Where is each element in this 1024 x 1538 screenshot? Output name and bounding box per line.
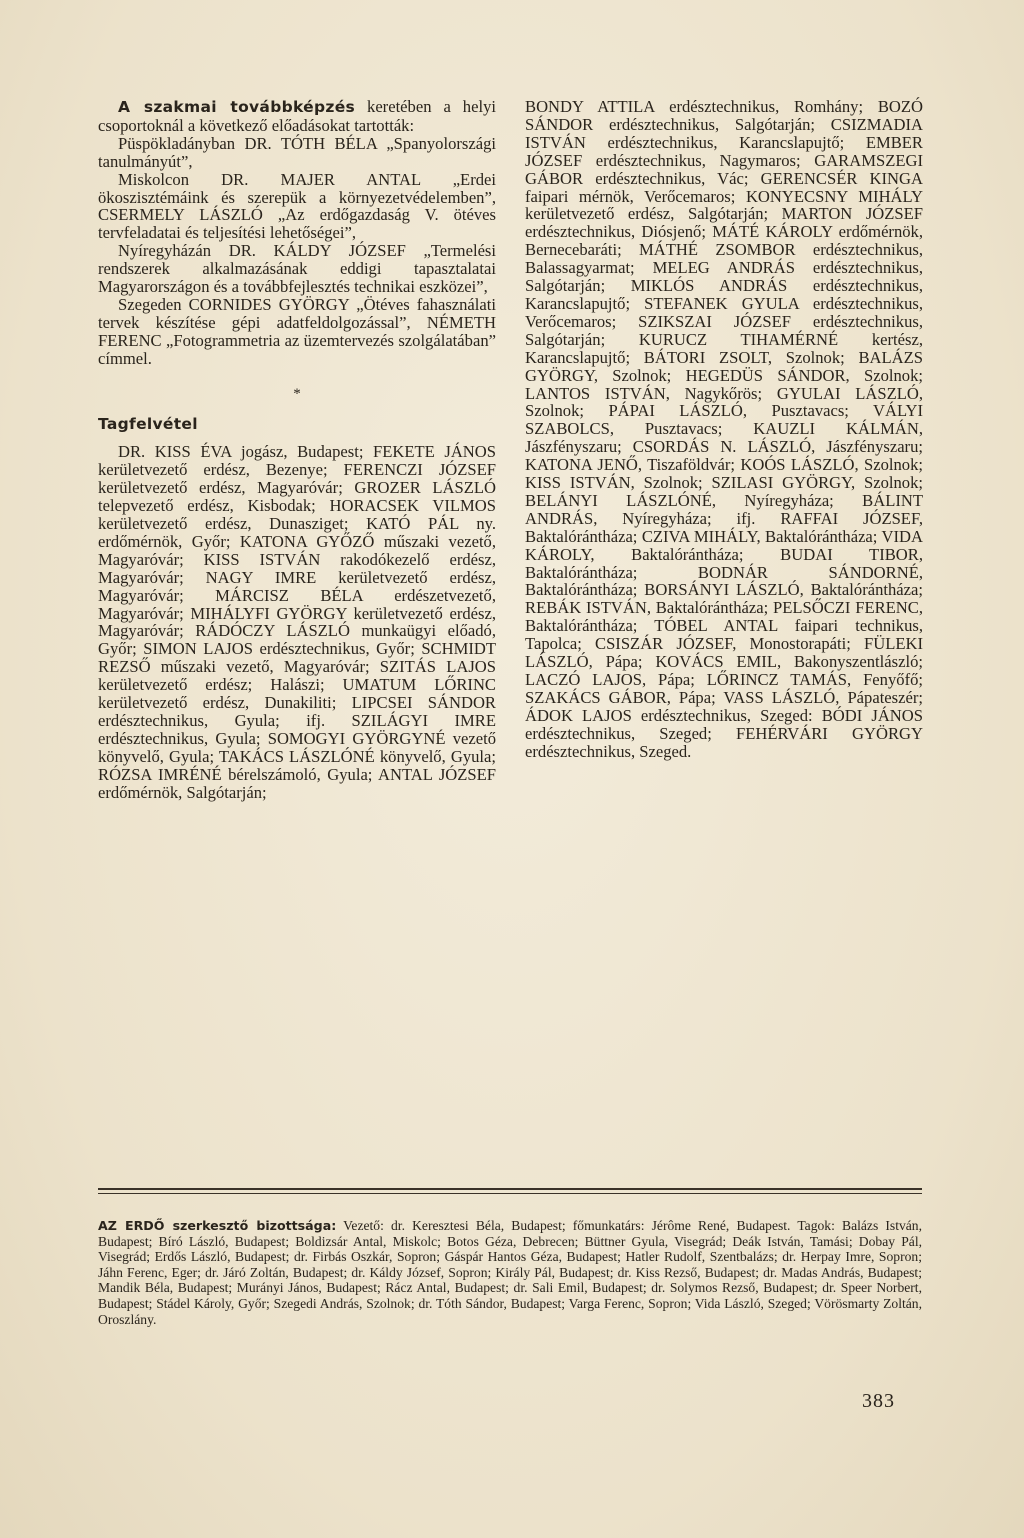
left-column xyxy=(98,98,496,802)
footer-rule xyxy=(98,1188,922,1190)
lecture-paragraph: Püspökladányban DR. TÓTH BÉLA „Spanyolországi tanulmányút”, xyxy=(98,133,496,171)
lead-paragraph xyxy=(98,98,496,135)
editorial-board-text xyxy=(98,1218,922,1327)
lecture-paragraph: Szegeden CORNIDES GYÖRGY „Ötéves fahasználati tervek készítése gépi adatfeldolgozással”, NÉMETH FERENC „Fotogrammetria az üzemtervezés szolgálatában” címmel. xyxy=(98,294,496,368)
new-members-list-continued: BONDY ATTILA erdésztechnikus, Romhány; BOZÓ SÁNDOR erdésztechnikus, Salgótarján; CSIZMADIA ISTVÁN erdésztechnikus, Karancslapujtő; EMBER JÓZSEF erdésztechnikus, Nagymaros; GARAMSZEGI GÁBOR erdésztechnikus, Vác; GERENCSÉR KINGA faipari mérnök, Verőcemaros; KONYECSNY MIHÁLY kerületvezető erdész, Salgótarján; MARTON JÓZSEF erdésztechnikus, Diósjenő; MÁTÉ KÁROLY erdőmérnök, Bernecebaráti; MÁTHÉ ZSOMBOR erdésztechnikus, Balassagyarmat; MELEG ANDRÁS erdésztechnikus, Salgótarján; MIKLÓS ANDRÁS erdésztechnikus, Karancslapujtő; STEFANEK GYULA erdésztechnikus, Verőcemaros; SZIKSZAI JÓZSEF erdésztechnikus, Salgótarján; KURUCZ TIHAMÉRNÉ kertész, Karancslapujtő; BÁTORI ZSOLT, Szolnok; BALÁZS GYÖRGY, Szolnok; HEGEDÜS SÁNDOR, Szolnok; LANTOS ISTVÁN, Nagykőrös; GYULAI LÁSZLÓ, Szolnok; PÁPAI LÁSZLÓ, Pusztavacs; VÁLYI SZABOLCS, Pusztavacs; KAUZLI KÁLMÁN, Jászfényszaru; CSORDÁS N. LÁSZLÓ, Jászfényszaru; KATONA JENŐ, Tiszaföldvár; KOÓS LÁSZLÓ, Szolnok; KISS ISTVÁN, Szolnok; SZILASI GYÖRGY, Szolnok; BELÁNYI LÁSZLÓNÉ, Nyíregyháza; BÁLINT ANDRÁS, Nyíregyháza; ifj. RAFFAI JÓZSEF, Baktalórántháza; CZIVA MIHÁLY, Baktalórántháza; VIDA KÁROLY, Baktalórántháza; BUDAI TIBOR, Baktalórántháza; BODNÁR SÁNDORNÉ, Baktalórántháza; BORSÁNYI LÁSZLÓ, Baktalórántháza; REBÁK ISTVÁN, Baktalórántháza; PELSŐCZI FERENC, Baktalórántháza; TÓBEL ANTAL faipari technikus, Tapolca; CSISZÁR JÓZSEF, Monostorapáti; FÜLEKI LÁSZLÓ, Pápa; KOVÁCS EMIL, Bakonyszentlászló; LACZÓ LAJOS, Pápa; LŐRINCZ TAMÁS, Fenyőfő; SZAKÁCS GÁBOR, Pápa; VASS LÁSZLÓ, Pápateszér; ÁDOK LAJOS erdésztechnikus, Szeged: BÓDI JÁNOS erdésztechnikus, Szeged; FEHÉRVÁRI GYÖRGY erdésztechnikus, Szeged. xyxy=(525,97,923,761)
separator-asterisk: * xyxy=(293,385,301,402)
lead-bold-heading: A szakmai továbbképzés xyxy=(118,98,356,116)
lecture-paragraph: Nyíregyházán DR. KÁLDY JÓZSEF „Termelési rendszerek alkalmazásának eddigi tapasztalatai Magyarországon és a továbbfejlesztés technikai eszközei”, xyxy=(98,241,496,297)
right-column xyxy=(525,98,923,761)
page-number: 383 xyxy=(862,1390,895,1412)
editorial-board-members: Vezető: dr. Keresztesi Béla, Budapest; főmunkatárs: Jérôme René, Budapest. Tagok: Balázs István, Budapest; Bíró László, Budapest; Boldizsár Antal, Miskolc; Botos Géza, Debrecen; Büttner Gyula, Visegrád; Deák István, Tamási; Dobay Pál, Visegrád; Erdős László, Budapest; dr. Firbás Oszkár, Sopron; Gáspár Hantos Géza, Budapest; Hatler Rudolf, Szentbalázs; dr. Herpay Imre, Sopron; Jáhn Ferenc, Eger; dr. Járó Zoltán, Budapest; dr. Káldy József, Sopron; Király Pál, Budapest; dr. Kiss Rezső, Budapest; dr. Madas András, Budapest; Mandik Béla, Budapest; Murányi János, Budapest; Rácz Antal, Budapest; dr. Sali Emil, Budapest; dr. Solymos Rezső, Budapest; dr. Speer Norbert, Budapest; Stádel Károly, Győr; Szegedi András, Szolnok; dr. Tóth Sándor, Budapest; Varga Ferenc, Sopron; Vida László, Szeged; Vörösmarty Zoltán, Oroszlány. xyxy=(98,1218,922,1327)
new-members-list: DR. KISS ÉVA jogász, Budapest; FEKETE JÁNOS kerületvezető erdész, Bezenye; FERENCZI JÓZSEF kerületvezető erdész, Magyaróvár; GROZER LÁSZLÓ telepvezető erdész, Kisbodak; HORACSEK VILMOS kerületvezető erdész, Dunasziget; KATÓ PÁL ny. erdőmérnök, Győr; KATONA GYŐZŐ műszaki vezető, Magyaróvár; KISS ISTVÁN rakodókezelő erdész, Magyaróvár; NAGY IMRE kerületvezető erdész, Magyaróvár; MÁRCISZ BÉLA erdészetvezető, Magyaróvár; MIHÁLYFI GYÖRGY kerületvezető erdész, Magyaróvár; RÁDÓCZY LÁSZLÓ munkaügyi előadó, Győr; SIMON LAJOS erdésztechnikus, Győr; SCHMIDT REZSŐ műszaki vezető, Magyaróvár; SZITÁS LAJOS kerületvezető erdész; Halászi; UMATUM LŐRINC kerületvezető erdész, Dunakiliti; LIPCSEI SÁNDOR erdésztechnikus, Gyula; ifj. SZILÁGYI IMRE erdésztechnikus, Gyula; SOMOGYI GYÖRGYNÉ vezető könyvelő, Gyula; TAKÁCS LÁSZLÓNÉ könyvelő, Gyula; RÓZSA IMRÉNÉ bérelszámoló, Gyula; ANTAL JÓZSEF erdőmérnök, Salgótarján; xyxy=(98,442,496,802)
lecture-paragraph: Miskolcon DR. MAJER ANTAL „Erdei ökoszisztémáink és szerepük a környezetvédelemben”, CSERMELY LÁSZLÓ „Az erdőgazdaság V. ötéves tervfeladatai és teljesítési lehetőségei”, xyxy=(98,169,496,243)
footer-rule-thin xyxy=(98,1193,922,1194)
editorial-board xyxy=(98,1218,922,1327)
section-heading-tagfelvetel: Tagfelvétel xyxy=(98,414,198,433)
lead-text: keretében a helyi csoportoknál a következő előadásokat tartották: xyxy=(98,97,496,135)
editorial-board-lead: AZ ERDŐ szerkesztő bizottsága: xyxy=(98,1218,337,1233)
